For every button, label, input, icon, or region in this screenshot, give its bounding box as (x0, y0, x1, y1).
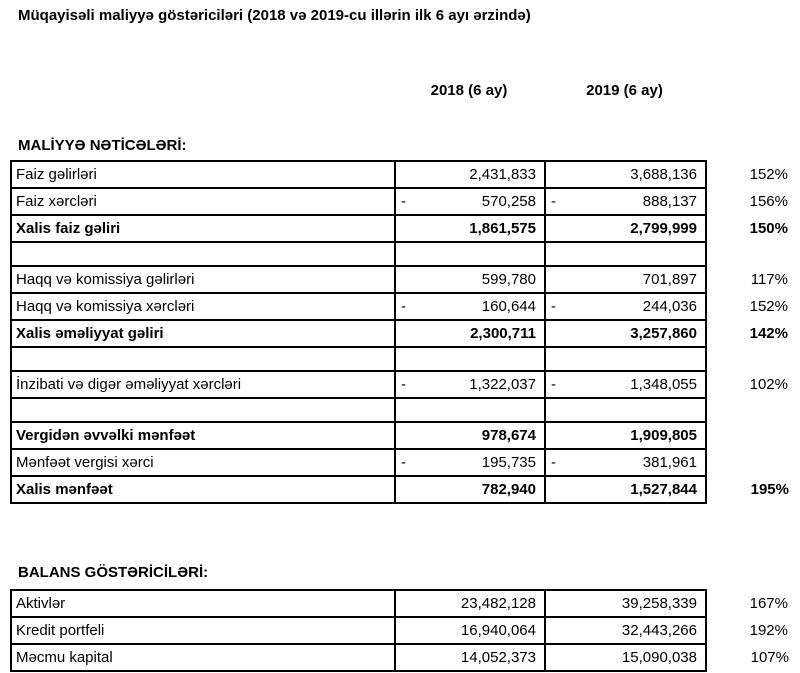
row-label: İnzibati və digər əməliyyat xərcləri (11, 371, 395, 398)
percent-value: 142% (749, 325, 788, 342)
value-cell-2019 (545, 215, 706, 242)
column-header-2018: 2018 (6 ay) (430, 82, 508, 99)
value-cell-2019 (545, 644, 706, 671)
row-label (11, 347, 395, 371)
section-heading-financial-results: MALİYYƏ NƏTİCƏLƏRİ: (18, 137, 187, 154)
value-cell-2018 (395, 590, 545, 617)
value-cell-2018 (395, 644, 545, 671)
percent-value: 152% (749, 166, 788, 183)
financial-results-table (10, 160, 794, 504)
value-2018: 1,861,575 (469, 220, 536, 237)
value-2018: 160,644 (481, 298, 536, 315)
value-cell-2019 (545, 617, 706, 644)
percent-value: 156% (749, 193, 788, 210)
table-row (11, 320, 793, 347)
value-cell-2019 (545, 266, 706, 293)
percent-value: 152% (749, 298, 788, 315)
value-cell-2019 (545, 242, 706, 266)
table-row (11, 590, 793, 617)
row-label: Kredit portfeli (11, 617, 395, 644)
value-2019: 1,909,805 (630, 427, 697, 444)
negative-sign-2018: - (401, 454, 406, 471)
value-cell-2018 (395, 398, 545, 422)
value-cell-2018 (395, 476, 545, 503)
row-label: Haqq və komissiya gəlirləri (11, 266, 395, 293)
balance-indicators-table (10, 589, 794, 672)
value-2018: 2,431,833 (469, 166, 536, 183)
row-label: Mənfəət vergisi xərci (11, 449, 395, 476)
value-cell-2018 (395, 242, 545, 266)
table-row (11, 422, 793, 449)
value-2018: 978,674 (481, 427, 536, 444)
value-cell-2018 (395, 347, 545, 371)
negative-sign-2019: - (551, 376, 556, 393)
value-2019: 3,257,860 (630, 325, 697, 342)
section-heading-balance-indicators: BALANS GÖSTƏRİCİLƏRİ: (18, 564, 209, 581)
value-cell-2019 (545, 476, 706, 503)
row-label: Xalis əməliyyat gəliri (11, 320, 395, 347)
value-cell-2018 (395, 293, 545, 320)
table-row (11, 617, 793, 644)
value-cell-2019 (545, 161, 706, 188)
value-cell-2018 (395, 371, 545, 398)
value-cell-2019 (545, 320, 706, 347)
table-row (11, 347, 793, 371)
value-cell-2018 (395, 161, 545, 188)
row-label: Vergidən əvvəlki mənfəət (11, 422, 395, 449)
row-label: Məcmu kapital (11, 644, 395, 671)
value-2019: 39,258,339 (621, 595, 697, 612)
value-2018: 14,052,373 (460, 649, 536, 666)
table-row (11, 242, 793, 266)
value-cell-2018 (395, 617, 545, 644)
value-cell-2019 (545, 398, 706, 422)
percent-value: 195% (750, 481, 789, 498)
table-row (11, 398, 793, 422)
value-2019: 888,137 (642, 193, 697, 210)
table-row (11, 188, 793, 215)
negative-sign-2019: - (551, 193, 556, 210)
column-header-2019: 2019 (6 ay) (586, 82, 663, 99)
table-row (11, 215, 793, 242)
percent-value (706, 422, 793, 449)
value-cell-2018 (395, 320, 545, 347)
page-title: Müqayisəli maliyyə göstəriciləri (2018 və 2019-cu illərin ilk 6 ayı ərzində) (18, 7, 531, 24)
table-row (11, 449, 793, 476)
value-2019: 701,897 (642, 271, 697, 288)
percent-value (706, 449, 793, 476)
value-2019: 381,961 (642, 454, 697, 471)
percent-value: 167% (749, 595, 788, 612)
value-cell-2018 (395, 422, 545, 449)
negative-sign-2019: - (551, 298, 556, 315)
table-row (11, 371, 793, 398)
row-label: Faiz gəlirləri (11, 161, 395, 188)
value-cell-2019 (545, 293, 706, 320)
percent-value: 117% (750, 271, 788, 288)
value-cell-2019 (545, 590, 706, 617)
row-label (11, 398, 395, 422)
value-cell-2019 (545, 347, 706, 371)
negative-sign-2018: - (401, 193, 406, 210)
negative-sign-2019: - (551, 454, 556, 471)
value-2018: 782,940 (481, 481, 536, 498)
value-2018: 23,482,128 (460, 595, 536, 612)
table-row (11, 293, 793, 320)
negative-sign-2018: - (401, 376, 406, 393)
value-cell-2018 (395, 215, 545, 242)
value-cell-2019 (545, 422, 706, 449)
value-2018: 570,258 (481, 193, 536, 210)
table-row (11, 266, 793, 293)
value-2019: 244,036 (642, 298, 697, 315)
value-2018: 2,300,711 (470, 325, 536, 342)
negative-sign-2018: - (401, 298, 406, 315)
row-label: Xalis faiz gəliri (11, 215, 395, 242)
value-2018: 16,940,064 (460, 622, 536, 639)
percent-value (706, 398, 793, 422)
value-2019: 1,348,055 (630, 376, 697, 393)
value-cell-2018 (395, 449, 545, 476)
value-2018: 1,322,037 (469, 376, 536, 393)
value-2019: 3,688,136 (630, 166, 697, 183)
percent-value (706, 242, 793, 266)
value-2018: 599,780 (481, 271, 536, 288)
row-label: Haqq və komissiya xərcləri (11, 293, 395, 320)
row-label: Faiz xərcləri (11, 188, 395, 215)
value-2019: 32,443,266 (621, 622, 697, 639)
value-2019: 2,799,999 (630, 220, 697, 237)
value-cell-2018 (395, 266, 545, 293)
value-cell-2019 (545, 371, 706, 398)
value-2019: 15,090,038 (621, 649, 697, 666)
row-label (11, 242, 395, 266)
row-label: Xalis mənfəət (11, 476, 395, 503)
percent-value: 102% (749, 376, 788, 393)
percent-value (706, 347, 793, 371)
percent-value: 107% (750, 649, 789, 666)
table-row (11, 644, 793, 671)
row-label: Aktivlər (11, 590, 395, 617)
value-2018: 195,735 (481, 454, 536, 471)
table-row (11, 476, 793, 503)
percent-value: 150% (749, 220, 788, 237)
value-cell-2019 (545, 188, 706, 215)
value-cell-2019 (545, 449, 706, 476)
percent-value: 192% (749, 622, 788, 639)
value-cell-2018 (395, 188, 545, 215)
table-row (11, 161, 793, 188)
value-2019: 1,527,844 (630, 481, 697, 498)
